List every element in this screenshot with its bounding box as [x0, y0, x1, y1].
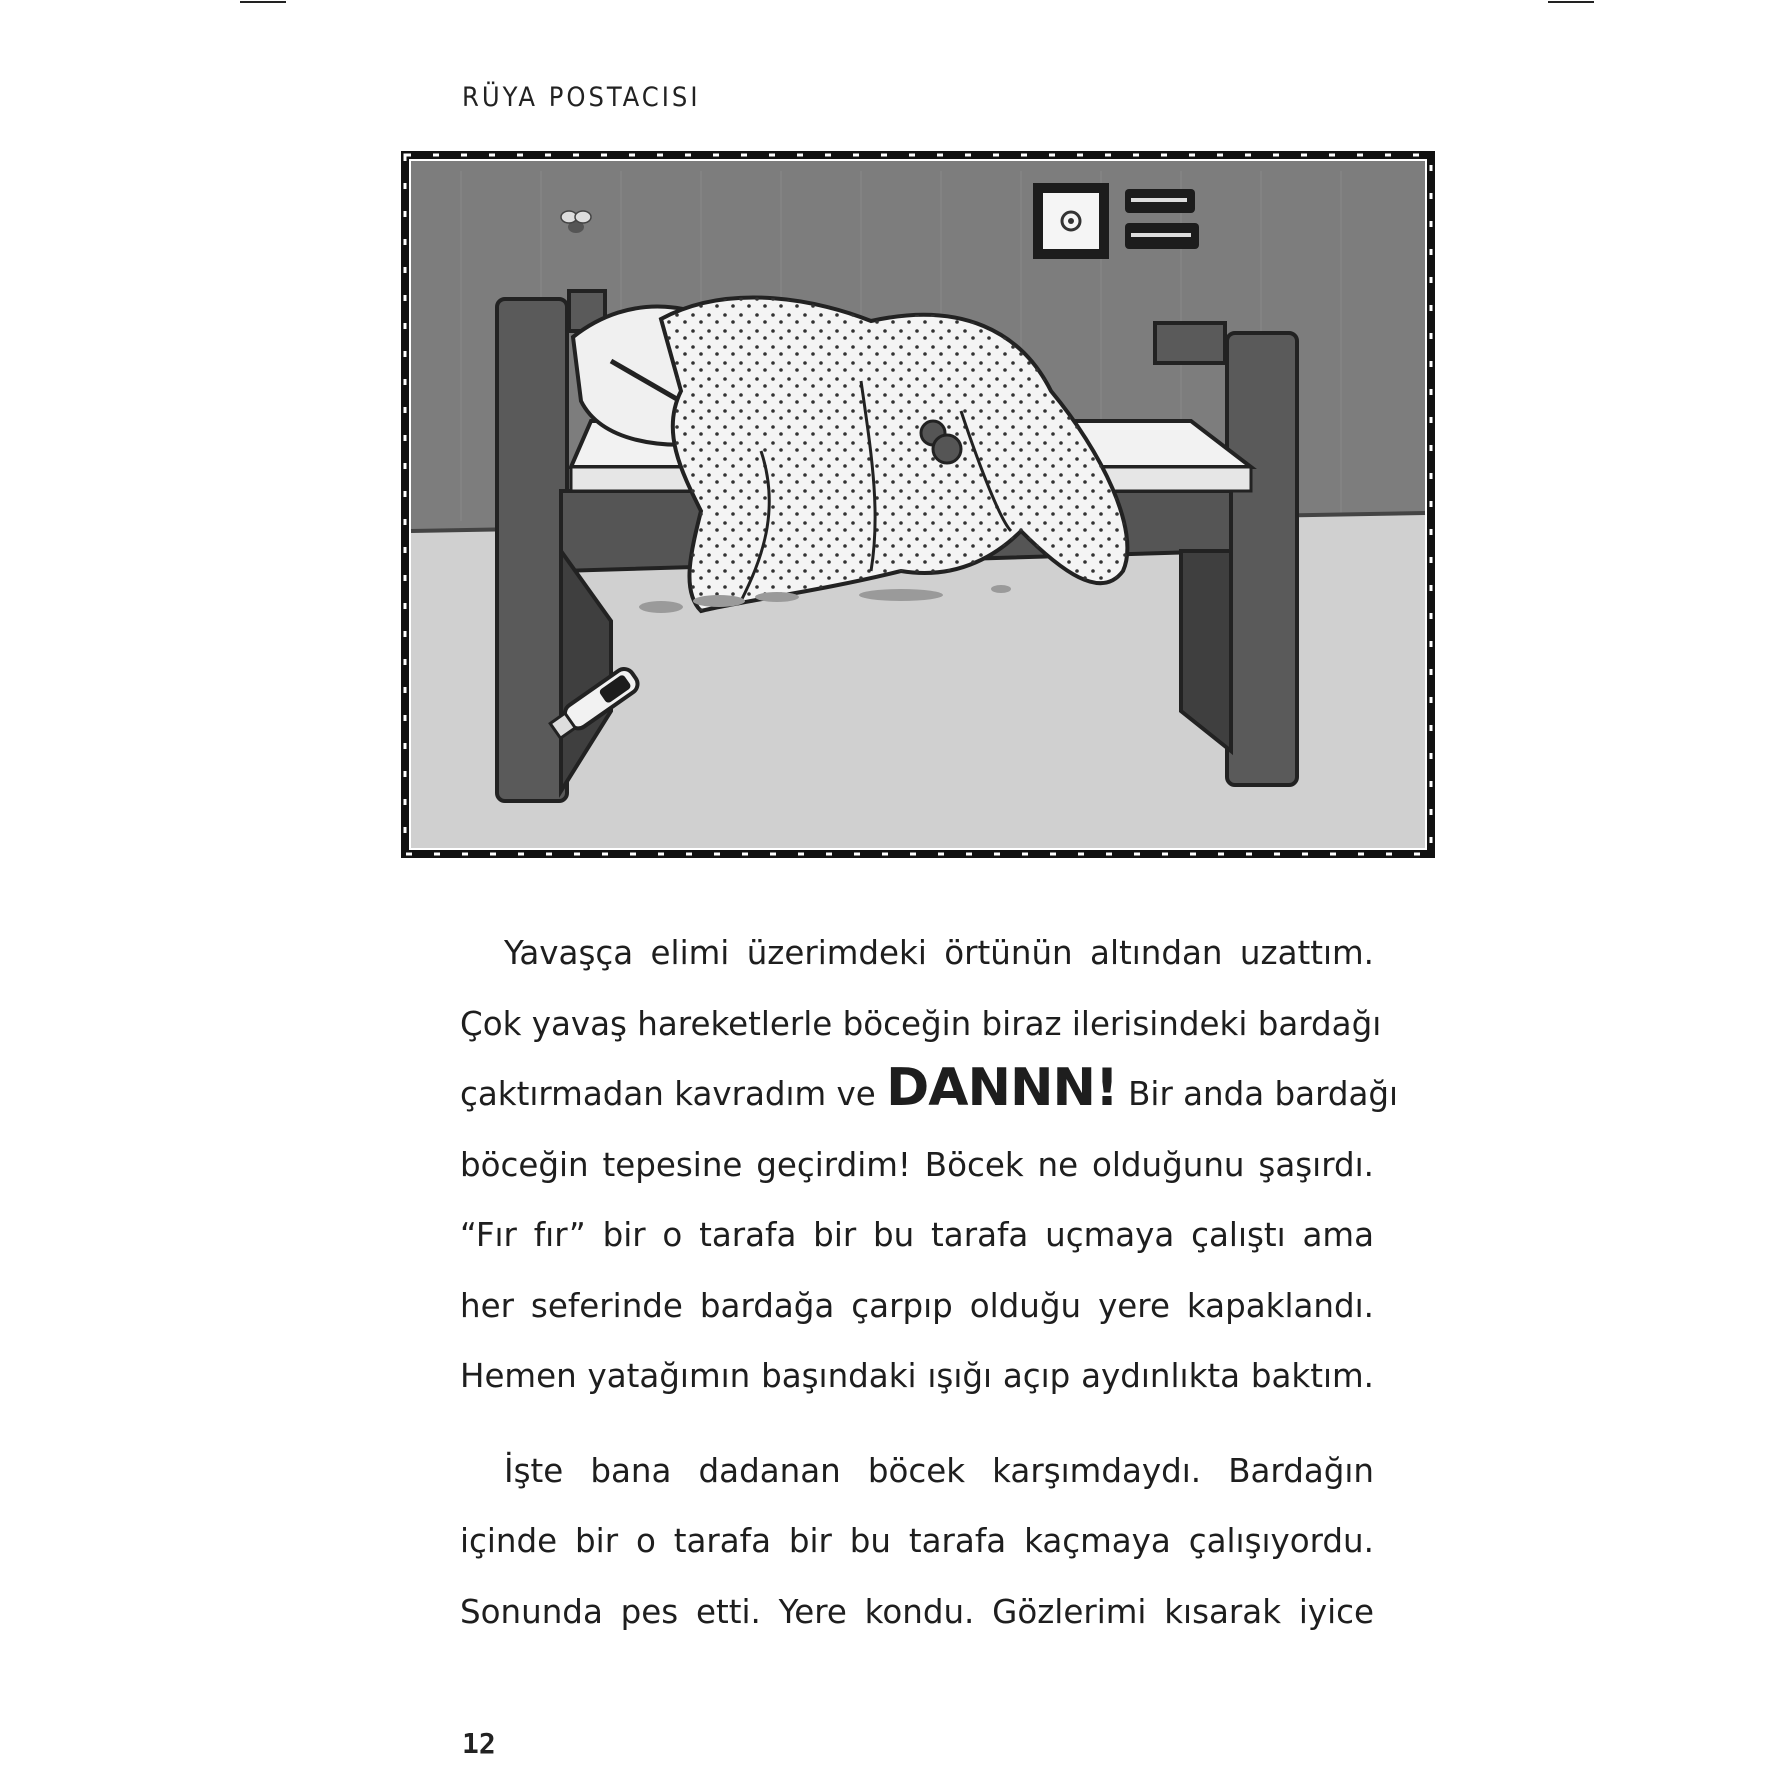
body-text — [460, 918, 1399, 1647]
paragraph-2 — [460, 1436, 1374, 1648]
running-header: RÜYA POSTACISI — [462, 82, 701, 113]
bed-post-right — [1227, 333, 1297, 785]
text-line — [460, 1058, 1399, 1130]
bedroom-illustration — [401, 151, 1435, 858]
text-line: İşte bana dadanan böcek karşımdaydı. Bardağın — [504, 1451, 1374, 1490]
text-line: Çok yavaş hareketlerle böceğin biraz ilerisindeki bardağı — [460, 1004, 1382, 1043]
paragraph-1 — [460, 918, 1399, 1412]
text-line: Hemen yatağımın başındaki ışığı açıp aydınlıkta baktım. — [460, 1357, 1374, 1395]
sound-effect-emphasis: DANNN! — [886, 1058, 1118, 1118]
text-line: içinde bir o tarafa bir bu tarafa kaçmaya çalışıyordu. — [460, 1522, 1374, 1560]
page-number: 12 — [462, 1727, 496, 1760]
text-fragment: Bir anda bardağı — [1117, 1075, 1399, 1113]
text-line: böceğin tepesine geçirdim! Böcek ne olduğunu şaşırdı. — [460, 1145, 1374, 1184]
text-line: Sonunda pes etti. Yere kondu. Gözlerimi kısarak iyice — [460, 1592, 1374, 1631]
text-line: Yavaşça elimi üzerimdeki örtünün altından uzattım. — [504, 934, 1374, 972]
crop-mark-left — [240, 1, 286, 3]
text-fragment: çaktırmadan kavradım ve — [460, 1075, 887, 1113]
crop-mark-right — [1548, 1, 1594, 3]
text-line: her seferinde bardağa çarpıp olduğu yere kapaklandı. — [460, 1286, 1374, 1325]
text-line: “Fır fır” bir o tarafa bir bu tarafa uçmaya çalıştı ama — [460, 1216, 1374, 1254]
